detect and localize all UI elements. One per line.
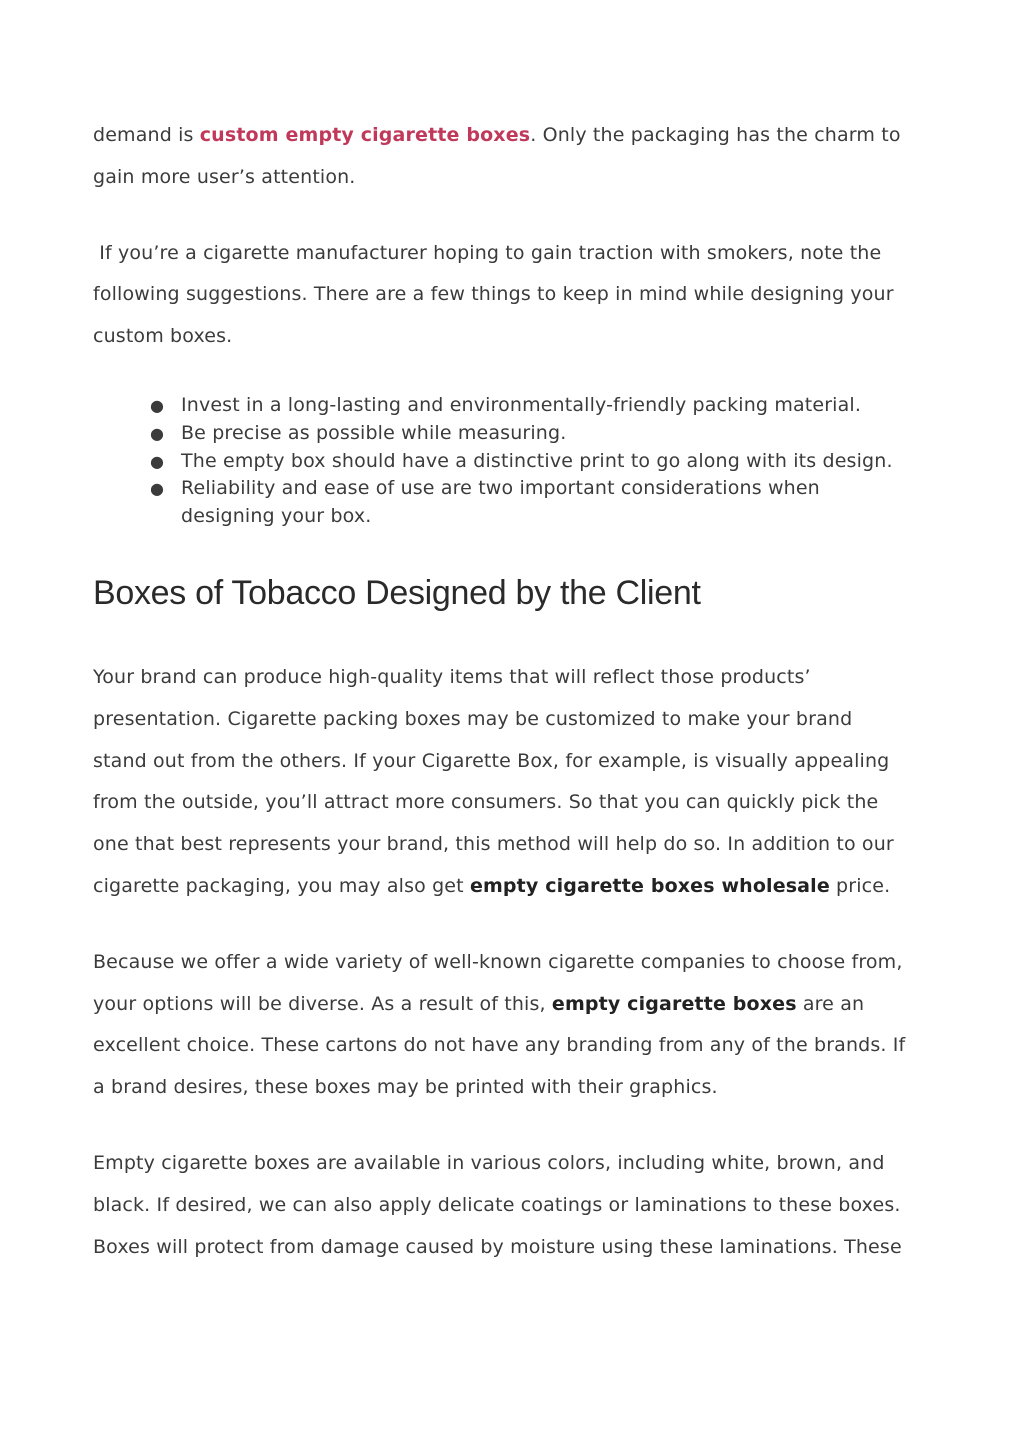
bullet-icon: ● bbox=[150, 451, 165, 471]
paragraph-brand-line-3: stand out from the others. If your Cigarette Box, for example, is visually appealing bbox=[93, 749, 890, 772]
paragraph-colors-line-3: Boxes will protect from damage caused by moisture using these laminations. These bbox=[93, 1235, 902, 1258]
list-item bbox=[150, 392, 943, 420]
paragraph-brand-line-5: one that best represents your brand, this method will help do so. In addition to our bbox=[93, 833, 894, 856]
paragraph-brand-line-1: Your brand can produce high-quality items that will reflect those products’ bbox=[93, 665, 811, 688]
text-segment: price. bbox=[829, 874, 891, 897]
document-page bbox=[93, 115, 943, 1268]
text-segment: are an bbox=[796, 992, 865, 1015]
list-item-text: designing your box. bbox=[181, 505, 372, 528]
list-item bbox=[150, 448, 943, 476]
list-item-text: Invest in a long-lasting and environmentally-friendly packing material. bbox=[181, 393, 862, 416]
bullet-icon: ● bbox=[150, 479, 165, 499]
list-item bbox=[150, 475, 943, 531]
paragraph-variety-line-2 bbox=[93, 984, 943, 1026]
paragraph-intro-line-2: gain more user’s attention. bbox=[93, 165, 356, 188]
paragraph-suggestions-line-2: following suggestions. There are a few things to keep in mind while designing your bbox=[93, 283, 894, 306]
paragraph-suggestions-line-1: If you’re a cigarette manufacturer hoping to gain traction with smokers, note the bbox=[93, 241, 882, 264]
custom-empty-cigarette-boxes-link[interactable]: custom empty cigarette boxes bbox=[199, 124, 531, 146]
list-item-text: Reliability and ease of use are two important considerations when bbox=[181, 477, 820, 500]
paragraph-brand-line-2: presentation. Cigarette packing boxes may be customized to make your brand bbox=[93, 707, 853, 730]
paragraph-colors-line-1: Empty cigarette boxes are available in various colors, including white, brown, and bbox=[93, 1151, 885, 1174]
bullet-icon: ● bbox=[150, 395, 165, 415]
paragraph-variety-line-3: excellent choice. These cartons do not have any branding from any of the brands. If bbox=[93, 1034, 906, 1057]
paragraph-brand-line-4: from the outside, you’ll attract more consumers. So that you can quickly pick the bbox=[93, 791, 879, 814]
paragraph-suggestions-line-3: custom boxes. bbox=[93, 325, 233, 348]
text-segment: cigarette packaging, you may also get bbox=[93, 874, 470, 897]
section-heading: Boxes of Tobacco Designed by the Client bbox=[93, 573, 701, 612]
paragraph-variety-line-1: Because we offer a wide variety of well-known cigarette companies to choose from, bbox=[93, 950, 903, 973]
text-segment: demand is bbox=[93, 124, 200, 146]
list-item-text: Be precise as possible while measuring. bbox=[181, 421, 567, 444]
empty-cigarette-boxes-wholesale-bold: empty cigarette boxes wholesale bbox=[469, 874, 830, 897]
text-segment: your options will be diverse. As a result of this, bbox=[93, 992, 552, 1015]
paragraph-colors-line-2: black. If desired, we can also apply delicate coatings or laminations to these boxes. bbox=[93, 1193, 901, 1216]
list-item bbox=[150, 420, 943, 448]
empty-cigarette-boxes-bold: empty cigarette boxes bbox=[551, 992, 797, 1015]
paragraph-variety-line-4: a brand desires, these boxes may be printed with their graphics. bbox=[93, 1076, 718, 1099]
bullet-icon: ● bbox=[150, 423, 165, 443]
suggestions-list bbox=[93, 392, 943, 531]
paragraph-brand-line-6 bbox=[93, 866, 943, 908]
text-segment: . Only the packaging has the charm to bbox=[530, 124, 901, 146]
paragraph-intro-line-1 bbox=[93, 115, 943, 157]
list-item-text: The empty box should have a distinctive print to go along with its design. bbox=[181, 449, 893, 472]
